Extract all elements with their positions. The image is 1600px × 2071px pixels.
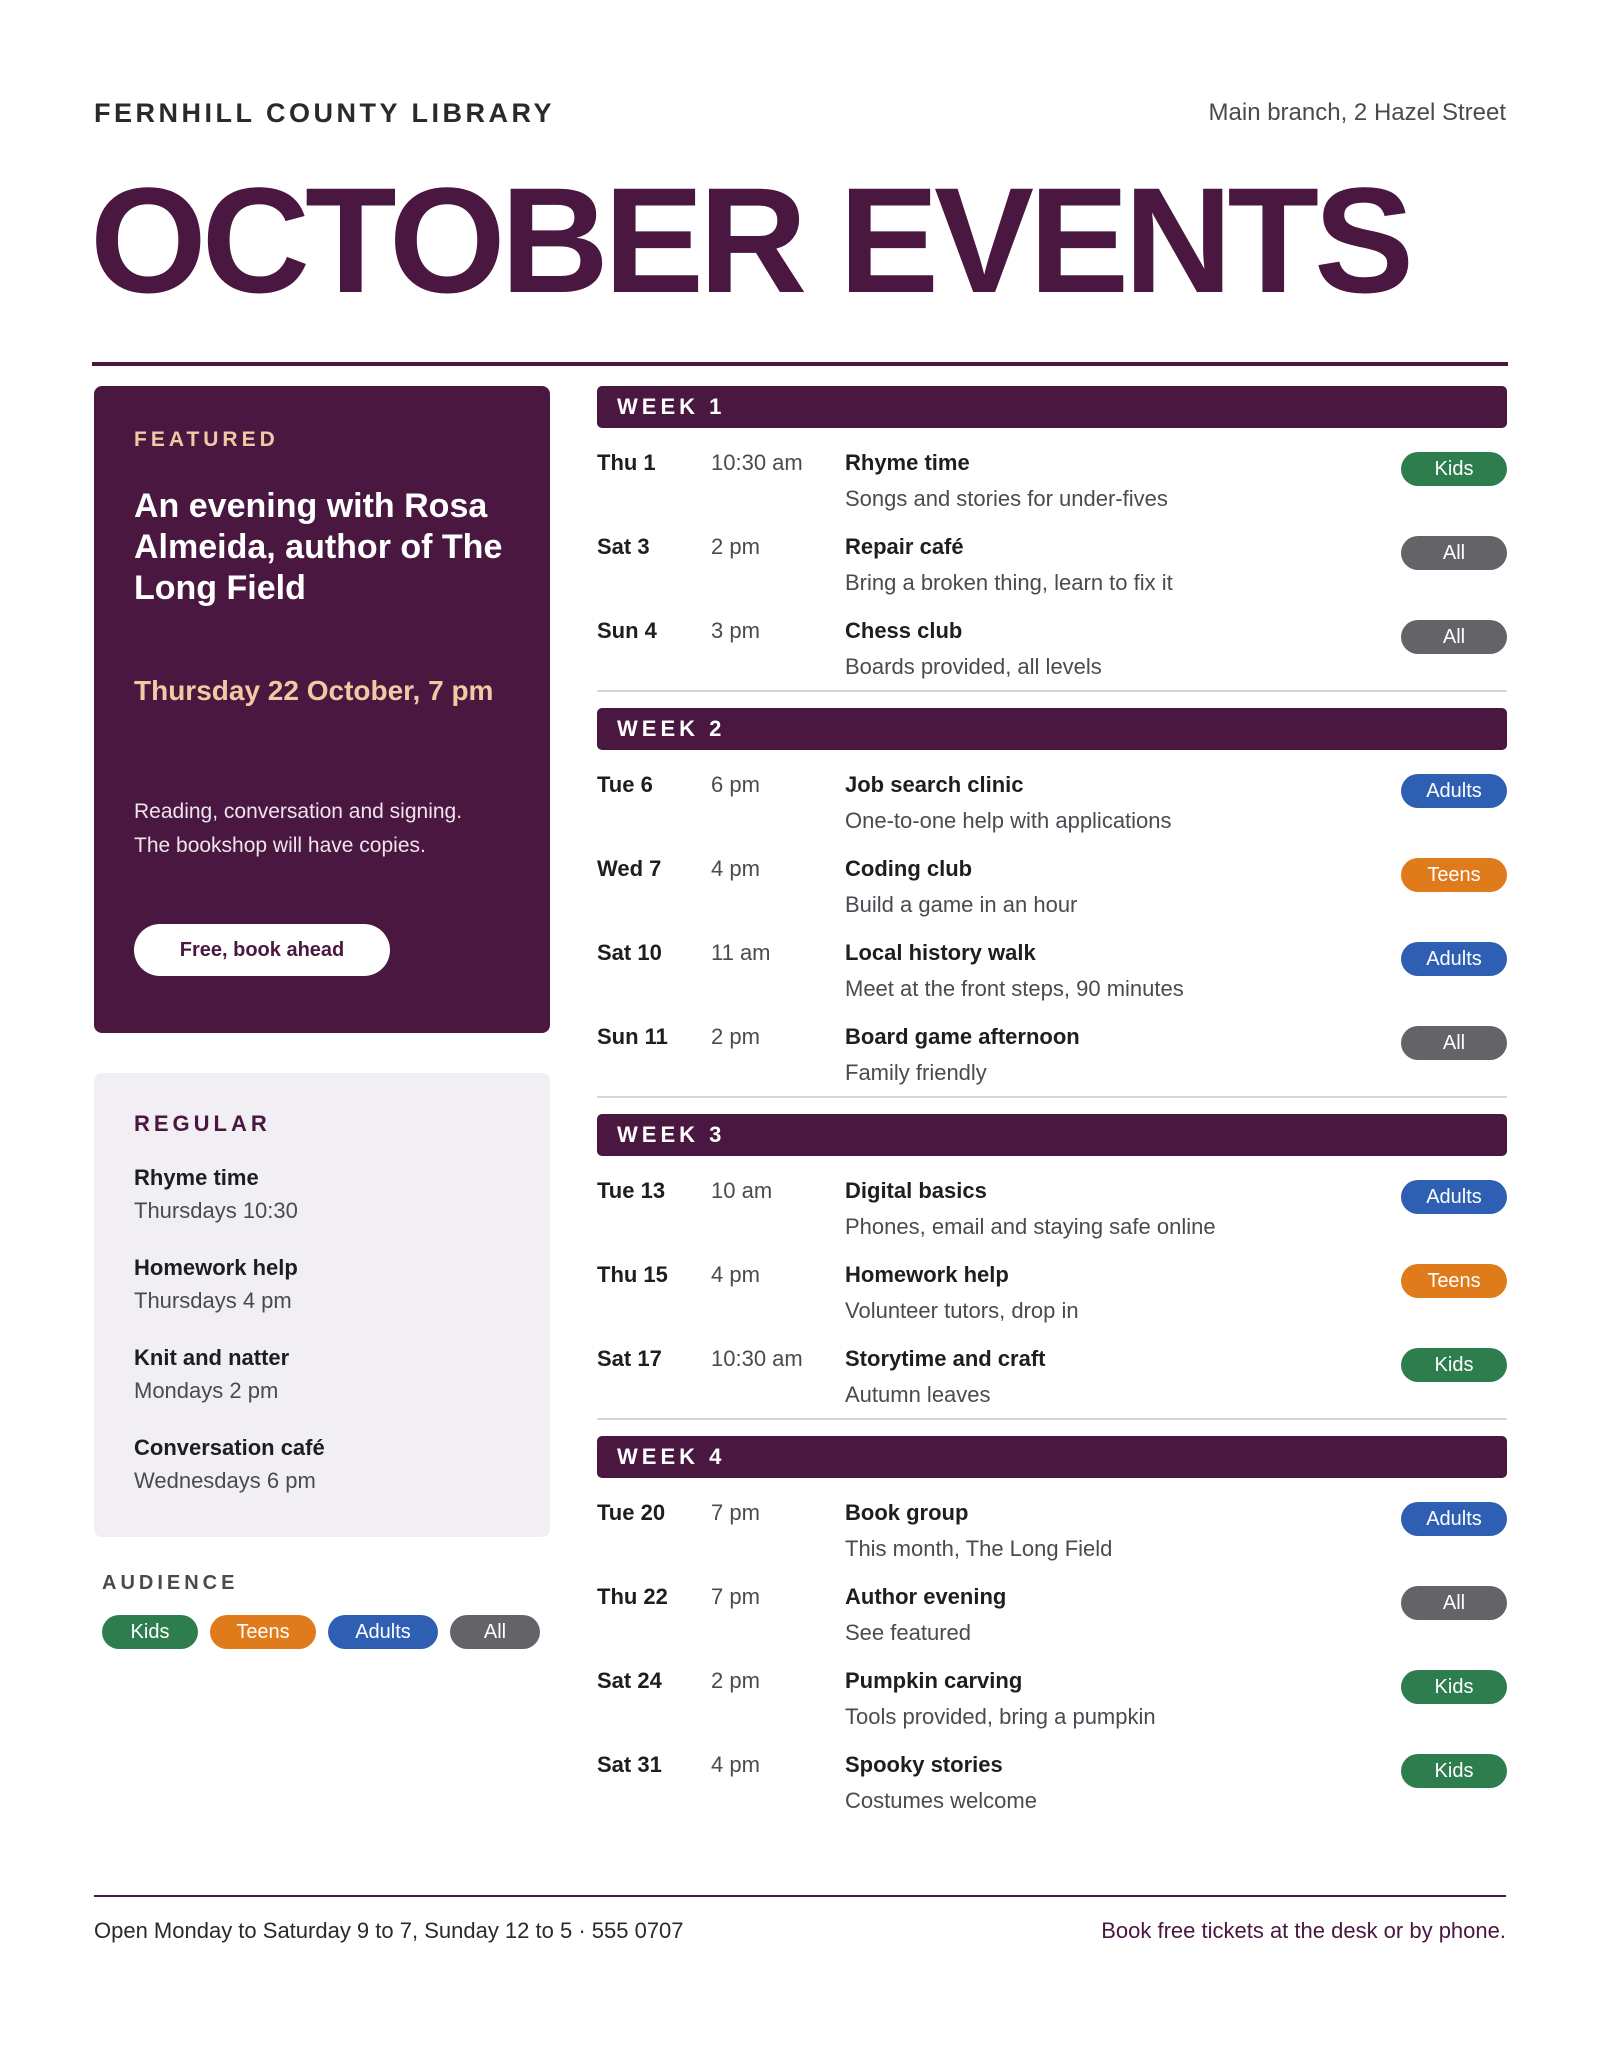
event-name: Digital basics xyxy=(845,1178,987,1203)
event-time: 10:30 am xyxy=(711,450,803,475)
event-name: Storytime and craft xyxy=(845,1346,1046,1371)
opening-hours: Open Monday to Saturday 9 to 7, Sunday 12 to 5 · 555 0707 xyxy=(94,1918,684,1943)
regular-events-card xyxy=(94,1073,550,1537)
event-row xyxy=(597,1734,1507,1818)
event-description: Bring a broken thing, learn to fix it xyxy=(845,570,1173,595)
featured-date: Thursday 22 October, 7 pm xyxy=(134,675,494,706)
audience-badge: All xyxy=(1401,1026,1507,1060)
featured-title: An evening with Rosa Almeida, author of The Long Field xyxy=(134,487,503,607)
event-description: Phones, email and staying safe online xyxy=(845,1214,1216,1239)
event-time: 4 pm xyxy=(711,856,760,881)
event-row xyxy=(597,600,1507,684)
event-time: 7 pm xyxy=(711,1584,760,1609)
event-time: 2 pm xyxy=(711,1668,760,1693)
event-row xyxy=(597,1566,1507,1650)
audience-badge: Adults xyxy=(1401,774,1507,808)
event-row xyxy=(597,1006,1507,1090)
book-ahead-button[interactable]: Free, book ahead xyxy=(134,924,390,976)
event-name: Book group xyxy=(845,1500,969,1525)
event-description: Build a game in an hour xyxy=(845,892,1078,917)
event-name: Homework help xyxy=(845,1262,1009,1287)
event-row xyxy=(597,1328,1507,1412)
event-name: Job search clinic xyxy=(845,772,1024,797)
week-divider xyxy=(597,1418,1507,1420)
event-day: Sat 24 xyxy=(597,1668,662,1693)
event-day: Sun 4 xyxy=(597,618,657,643)
event-day: Wed 7 xyxy=(597,856,662,881)
legend-kids-badge: Kids xyxy=(102,1615,198,1649)
week-divider xyxy=(597,690,1507,692)
featured-description xyxy=(134,795,510,863)
event-description: One-to-one help with applications xyxy=(845,808,1172,833)
regular-item-name: Conversation café xyxy=(134,1435,325,1460)
event-name: Author evening xyxy=(845,1584,1007,1609)
library-name: FERNHILL COUNTY LIBRARY xyxy=(94,97,556,128)
event-time: 6 pm xyxy=(711,772,760,797)
regular-item-when: Thursdays 4 pm xyxy=(134,1288,292,1313)
week-header: WEEK 2 xyxy=(597,708,1507,750)
legend-all-badge: All xyxy=(450,1615,540,1649)
event-name: Board game afternoon xyxy=(845,1024,1080,1049)
event-description: Songs and stories for under-fives xyxy=(845,486,1168,511)
audience-badge: Kids xyxy=(1401,1348,1507,1382)
regular-item xyxy=(134,1433,510,1523)
event-day: Sun 11 xyxy=(597,1024,668,1049)
event-day: Thu 15 xyxy=(597,1262,668,1287)
event-name: Rhyme time xyxy=(845,450,970,475)
event-description: Family friendly xyxy=(845,1060,987,1085)
page-footer xyxy=(94,1918,1506,1944)
event-time: 11 am xyxy=(711,940,771,965)
event-time: 7 pm xyxy=(711,1500,760,1525)
regular-item-name: Knit and natter xyxy=(134,1345,290,1370)
branch-address: Main branch, 2 Hazel Street xyxy=(1208,99,1506,126)
event-description: See featured xyxy=(845,1620,971,1645)
event-row xyxy=(597,1244,1507,1328)
event-day: Tue 13 xyxy=(597,1178,666,1203)
audience-badge: Adults xyxy=(1401,942,1507,976)
event-row xyxy=(597,922,1507,1006)
footer-divider xyxy=(94,1895,1506,1897)
event-time: 10:30 am xyxy=(711,1346,803,1371)
event-time: 4 pm xyxy=(711,1262,760,1287)
event-time: 4 pm xyxy=(711,1752,760,1777)
event-time: 10 am xyxy=(711,1178,773,1203)
event-list xyxy=(597,1478,1507,1818)
week-header: WEEK 3 xyxy=(597,1114,1507,1156)
event-name: Coding club xyxy=(845,856,973,881)
event-list xyxy=(597,750,1507,1090)
legend-teens-badge: Teens xyxy=(210,1615,316,1649)
event-time: 2 pm xyxy=(711,534,760,559)
regular-item xyxy=(134,1163,510,1253)
featured-description-line: The bookshop will have copies. xyxy=(134,834,426,857)
event-description: Costumes welcome xyxy=(845,1788,1037,1813)
week-header: WEEK 4 xyxy=(597,1436,1507,1478)
regular-item-when: Thursdays 10:30 xyxy=(134,1198,298,1223)
event-name: Repair café xyxy=(845,534,964,559)
audience-badge: Adults xyxy=(1401,1180,1507,1214)
page-title: OCTOBER EVENTS xyxy=(90,156,1410,324)
event-description: Volunteer tutors, drop in xyxy=(845,1298,1079,1323)
audience-badge: Adults xyxy=(1401,1502,1507,1536)
event-row xyxy=(597,1482,1507,1566)
event-day: Tue 6 xyxy=(597,772,653,797)
audience-badge: All xyxy=(1401,620,1507,654)
regular-item-when: Wednesdays 6 pm xyxy=(134,1468,316,1493)
regular-list xyxy=(134,1163,510,1523)
regular-label: REGULAR xyxy=(134,1111,271,1136)
event-row xyxy=(597,432,1507,516)
event-description: Autumn leaves xyxy=(845,1382,991,1407)
week-section xyxy=(597,386,1507,692)
event-list xyxy=(597,428,1507,684)
audience-legend xyxy=(102,1615,540,1649)
week-section xyxy=(597,1436,1507,1818)
event-name: Local history walk xyxy=(845,940,1036,965)
event-list xyxy=(597,1156,1507,1412)
featured-card xyxy=(94,386,550,1033)
event-description: Tools provided, bring a pumpkin xyxy=(845,1704,1156,1729)
event-row xyxy=(597,516,1507,600)
event-row xyxy=(597,838,1507,922)
booking-note: Book free tickets at the desk or by phone. xyxy=(1101,1918,1506,1943)
event-name: Chess club xyxy=(845,618,963,643)
regular-item-when: Mondays 2 pm xyxy=(134,1378,279,1403)
audience-badge: Kids xyxy=(1401,1670,1507,1704)
week-divider xyxy=(597,1096,1507,1098)
audience-badge: Teens xyxy=(1401,1264,1507,1298)
event-time: 2 pm xyxy=(711,1024,760,1049)
featured-description-line: Reading, conversation and signing. xyxy=(134,800,463,823)
audience-badge: All xyxy=(1401,536,1507,570)
featured-label: FEATURED xyxy=(134,428,279,451)
audience-badge: All xyxy=(1401,1586,1507,1620)
regular-item xyxy=(134,1253,510,1343)
event-row xyxy=(597,1160,1507,1244)
audience-badge: Kids xyxy=(1401,1754,1507,1788)
week-section xyxy=(597,708,1507,1098)
event-day: Sat 3 xyxy=(597,534,650,559)
week-section xyxy=(597,1114,1507,1420)
week-header: WEEK 1 xyxy=(597,386,1507,428)
audience-badge: Kids xyxy=(1401,452,1507,486)
page-header xyxy=(94,96,1506,130)
legend-adults-badge: Adults xyxy=(328,1615,438,1649)
event-description: Meet at the front steps, 90 minutes xyxy=(845,976,1184,1001)
event-name: Spooky stories xyxy=(845,1752,1003,1777)
event-day: Thu 1 xyxy=(597,450,656,475)
event-name: Pumpkin carving xyxy=(845,1668,1023,1693)
event-row xyxy=(597,754,1507,838)
event-day: Sat 10 xyxy=(597,940,662,965)
regular-item-name: Homework help xyxy=(134,1255,298,1280)
event-day: Sat 31 xyxy=(597,1752,662,1777)
event-day: Sat 17 xyxy=(597,1346,662,1371)
regular-item xyxy=(134,1343,510,1433)
event-time: 3 pm xyxy=(711,618,760,643)
event-day: Thu 22 xyxy=(597,1584,668,1609)
event-day: Tue 20 xyxy=(597,1500,666,1525)
audience-label: AUDIENCE xyxy=(102,1572,239,1594)
title-divider xyxy=(92,362,1508,366)
event-description: This month, The Long Field xyxy=(845,1536,1113,1561)
event-row xyxy=(597,1650,1507,1734)
regular-item-name: Rhyme time xyxy=(134,1165,259,1190)
event-description: Boards provided, all levels xyxy=(845,654,1102,679)
audience-badge: Teens xyxy=(1401,858,1507,892)
weekly-schedule xyxy=(597,386,1507,1818)
